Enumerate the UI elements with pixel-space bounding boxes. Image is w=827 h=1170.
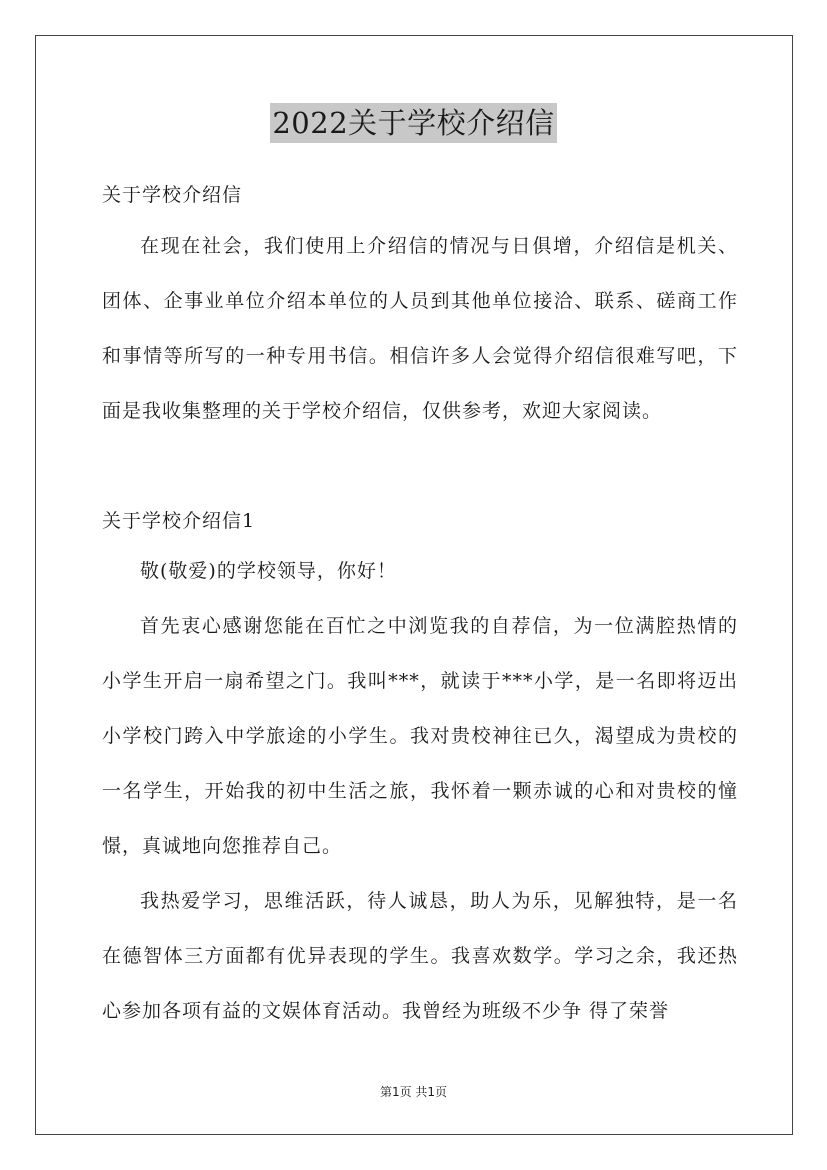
section-heading-intro: 关于学校介绍信 — [102, 184, 243, 206]
intro-paragraph: 在现在社会，我们使用上介绍信的情况与日俱增，介绍信是机关、团体、企事业单位介绍本单位的人员到其他单位接洽、联系、磋商工作和事情等所写的一种专用书信。相信许多人会觉得介绍信很难写吧，下面是我收集整理的关于学校介绍信，仅供参考，欢迎大家阅读。 — [102, 235, 738, 422]
title-container — [0, 103, 827, 143]
intro-section — [102, 219, 738, 439]
page-footer: 第1页 共1页 — [379, 1085, 448, 1099]
letter-greeting: 敬(敬爱)的学校领导，你好！ — [140, 560, 397, 582]
document-title: 2022关于学校介绍信 — [270, 103, 556, 143]
section-heading-letter-1: 关于学校介绍信1 — [102, 510, 256, 532]
letter-paragraph-1: 首先衷心感谢您能在百忙之中浏览我的自荐信，为一位满腔热情的小学生开启一扇希望之门。我叫***，就读于***小学，是一名即将迈出小学校门跨入中学旅途的小学生。我对贵校神往已久，渴望成为贵校的一名学生，开始我的初中生活之旅，我怀着一颗赤诚的心和对贵校的憧憬，真诚地向您推荐自己。 — [102, 615, 738, 857]
letter-1-section — [102, 544, 738, 1039]
letter-paragraph-2: 我热爱学习，思维活跃，待人诚恳，助人为乐，见解独特，是一名在德智体三方面都有优异表现的学生。我喜欢数学。学习之余，我还热心参加各项有益的文娱体育活动。我曾经为班级不少争 得了荣誉 — [102, 890, 738, 1022]
